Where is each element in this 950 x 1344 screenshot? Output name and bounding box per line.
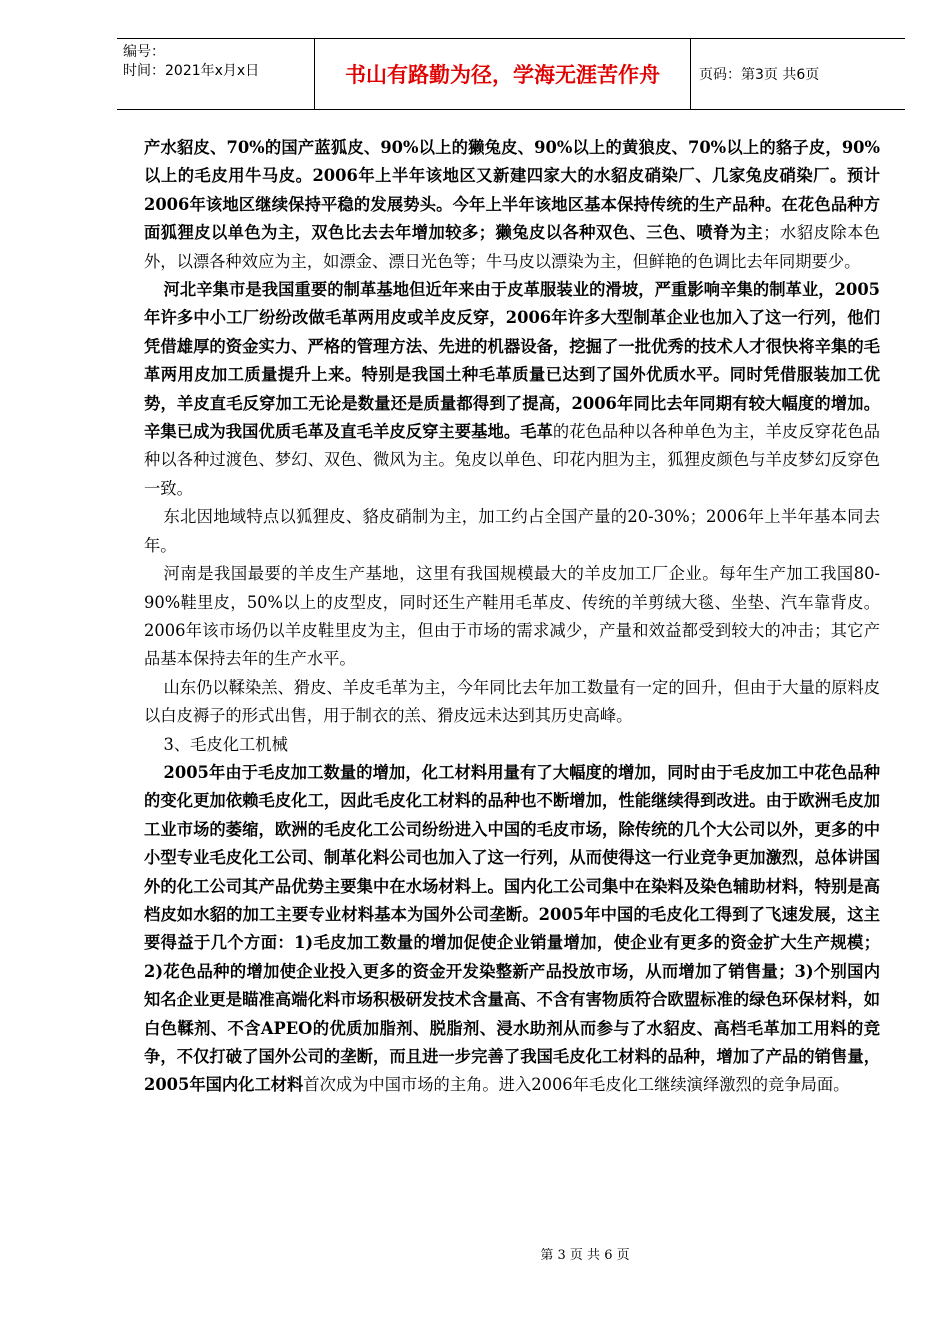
page-header [117,38,905,110]
document-body [144,134,880,1100]
paragraph-2 [144,276,880,503]
number-label: 编号： [123,44,165,60]
normal-text: 东北因地域特点以狐狸皮、貉皮硝制为主，加工约占全国产量的20-30%；2006年上半年基本同去年。 [144,507,880,555]
paragraph-5 [144,674,880,731]
bold-text: 2005年由于毛皮加工数量的增加，化工材料用量有了大幅度的增加，同时由于毛皮加工中花色品种的变化更加依赖毛皮化工，因此毛皮化工材料的品种也不断增加，性能继续得到改进。由于欧洲毛皮加工业市场的萎缩，欧洲的毛皮化工公司纷纷进入中国的毛皮市场，除传统的几个大公司以外，更多的中小型专业毛皮化工公司、制革化料公司也加入了这一行列，从而使得这一行业竞争更加激烈，总体讲国外的化工公司其产品优势主要集中在水场材料上。国内化工公司集中在染料及染色辅助材料，特别是高档皮如水貂的加工主要专业材料基本为国外公司垄断。2005年中国的毛皮化工得到了飞速发展，这主要得益于几个方面：1)毛皮加工数量的增加促使企业销量增加，使企业有更多的资金扩大生产规模；2)花色品种的增加使企业投入更多的资金开发染整新产品投放市场，从而增加了销售量；3)个别国内知名企业更是瞄准高端化料市场积极研发技术含量高、不含有害物质符合欧盟标准的绿色环保材料，如白色鞣剂、不含APEO的优质加脂剂、脱脂剂、浸水助剂从而参与了水貂皮、高档毛革加工用料的竞争，不仅打破了国外公司的垄断，而且进一步完善了我国毛皮化工材料的品种，增加了产品的销售量，2005年国内化工材料 [144,762,880,1095]
bold-text: 河北辛集市是我国重要的制革基地但近年来由于皮革服装业的滑坡，严重影响辛集的制革业，2005年许多中小工厂纷纷改做毛革两用皮或羊皮反穿，2006年许多大型制革企业也加入了这一行列，他们凭借雄厚的资金实力、严格的管理方法、先进的机器设备，挖掘了一批优秀的技术人才很快将辛集的毛革两用皮加工质量提升上来。特别是我国土种毛革质量已达到了国外优质水平。同时凭借服装加工优势，羊皮直毛反穿加工无论是数量还是质量都得到了提高，2006年同比去年同期有较大幅度的增加。辛集已成为我国优质毛革及直毛羊皮反穿主要基地。毛革 [144,280,880,442]
time-label: 时间：2021年x月x日 [123,63,260,79]
section-heading [144,731,880,759]
page-footer [0,1244,950,1263]
normal-text: 河南是我国最要的羊皮生产基地，这里有我国规模最大的羊皮加工厂企业。每年生产加工我国80-90%鞋里皮，50%以上的皮型皮，同时还生产鞋用毛革皮、传统的羊剪绒大毯、坐垫、汽车靠背皮。2006年该市场仍以羊皮鞋里皮为主，但由于市场的需求减少，产量和效益都受到较大的冲击；其它产品基本保持去年的生产水平。 [144,564,880,669]
paragraph-3 [144,503,880,560]
bold-text: 产水貂皮、70%的国产蓝狐皮、90%以上的獭兔皮、90%以上的黄狼皮、70%以上的貉子皮，90%以上的毛皮用牛马皮。2006年上半年该地区又新建四家大的水貂皮硝染厂、几家兔皮硝染厂。预计2006年该地区继续保持平稳的发展势头。今年上半年该地区基本保持传统的生产品种。在花色品种方面狐狸皮以单色为主，双色比去去年增加较多；獭兔皮以各种双色、三色、喷脊为主 [144,138,880,243]
paragraph-4 [144,560,880,674]
normal-text: 3、毛皮化工机械 [163,734,288,754]
paragraph-6 [144,759,880,1100]
paragraph-1 [144,134,880,276]
normal-text: 首次成为中国市场的主角。进入2006年毛皮化工继续演绎激烈的竞争局面。 [303,1075,850,1095]
normal-text: ；水貂皮除本色外，以漂各种效应为主，如漂金、漂日光色等；牛马皮以漂染为主，但鲜艳的色调比去年同期要少。 [144,223,880,271]
footer-page-number: 第 3 页 共 6 页 [540,1248,630,1263]
normal-text: 山东仍以鞣染羔、猾皮、羊皮毛革为主，今年同比去年加工数量有一定的回升，但由于大量的原料皮以白皮褥子的形式出售，用于制衣的羔、猾皮远未达到其历史高峰。 [144,677,880,726]
header-motto: 书山有路勤为径，学海无涯苦作舟 [315,39,691,109]
normal-text: 的花色品种以各种单色为主，羊皮反穿花色品种以各种过渡色、梦幻、双色、微风为主。兔皮以单色、印花内胆为主，狐狸皮颜色与羊皮梦幻反穿色一致。 [144,422,880,498]
header-page-label: 页码：第3页 共6页 [699,67,820,83]
header-meta [117,39,315,109]
